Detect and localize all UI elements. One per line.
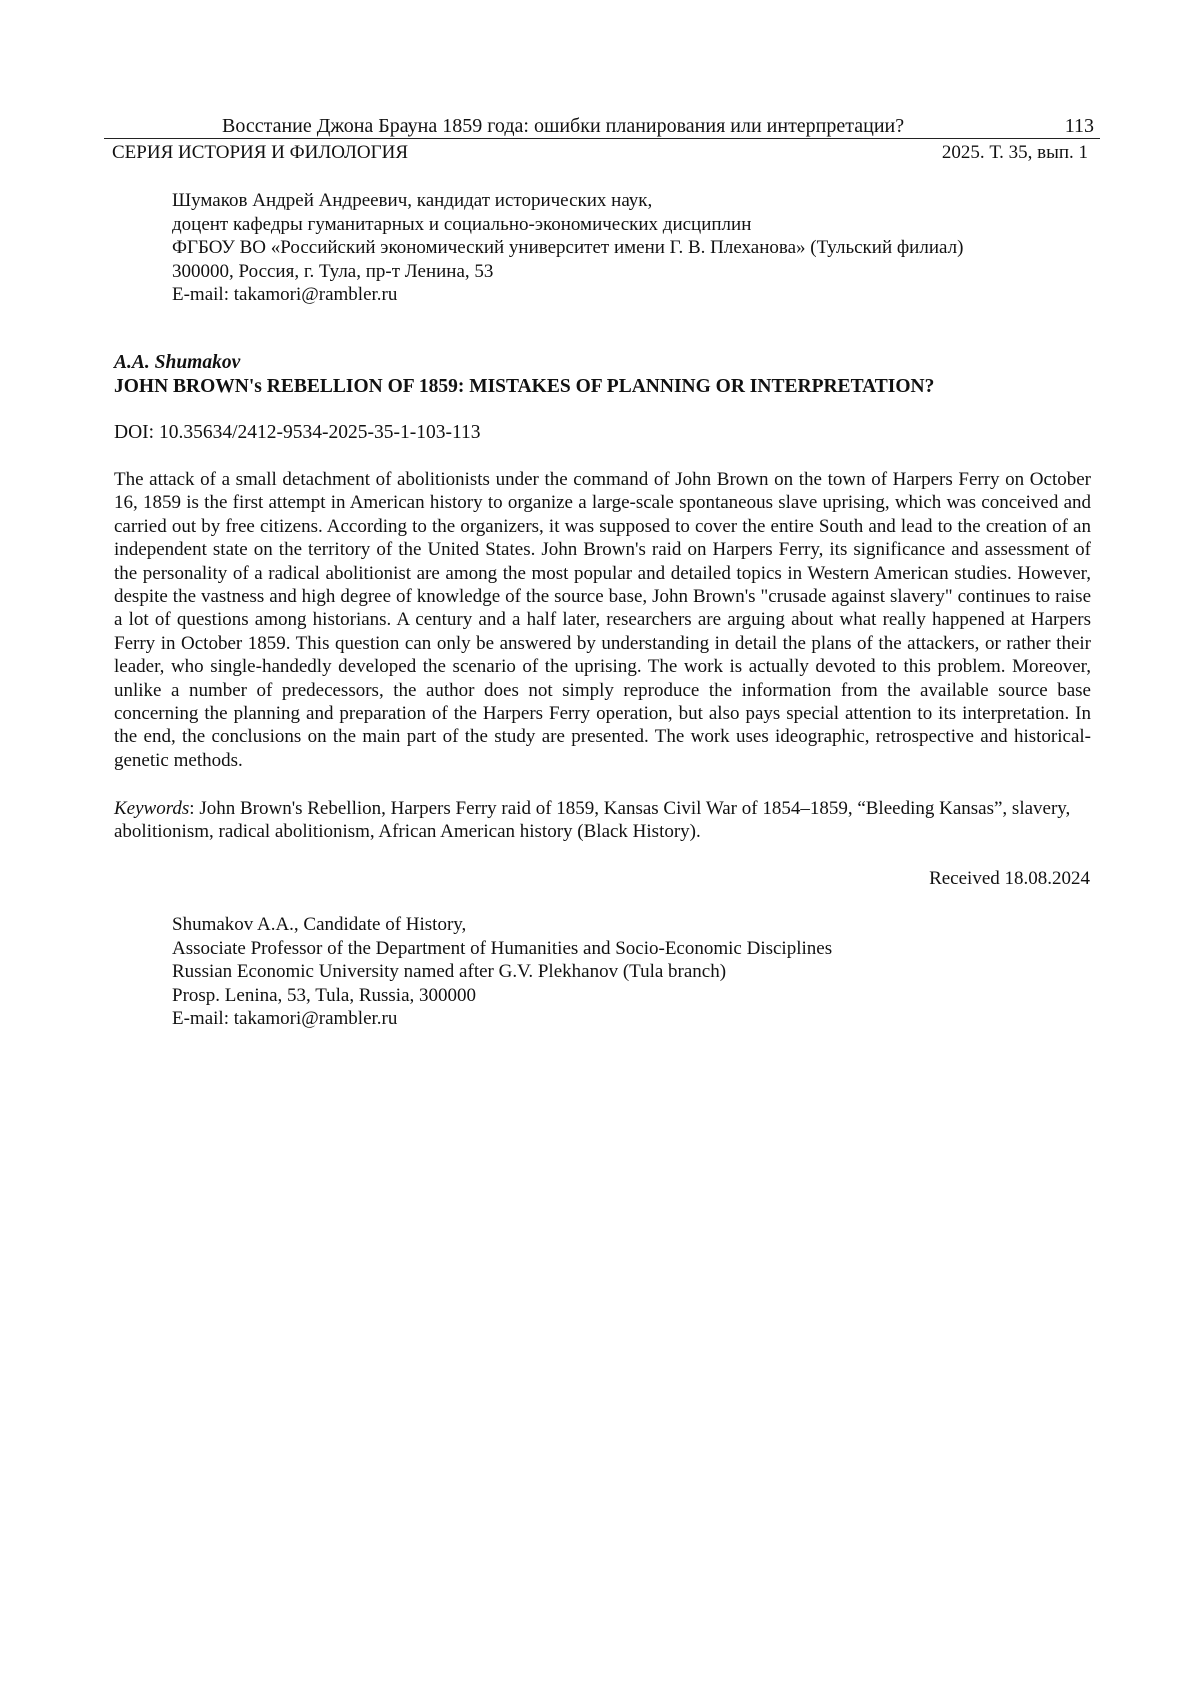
journal-page [0,0,1200,1698]
received-date: Received 18.08.2024 [929,867,1090,891]
keywords-text: : John Brown's Rebellion, Harpers Ferry raid of 1859, Kansas Civil War of 1854–1859, “Bleeding Kansas”, slavery, abolitionism, radical abolitionism, African American history (Black History). [114,798,1070,842]
keywords [114,797,1091,844]
author-en-line: Prosp. Lenina, 53, Tula, Russia, 300000 [172,984,832,1008]
article-author: A.A. Shumakov [114,351,240,375]
issue-info: 2025. Т. 35, вып. 1 [942,141,1088,165]
header-rule [104,138,1100,139]
keywords-label: Keywords [114,798,189,819]
doi: DOI: 10.35634/2412-9534-2025-35-1-103-113 [114,421,480,445]
series-name: СЕРИЯ ИСТОРИЯ И ФИЛОЛОГИЯ [112,141,408,165]
author-ru-line: 300000, Россия, г. Тула, пр-т Ленина, 53 [172,260,963,284]
author-en-line: Russian Economic University named after G.V. Plekhanov (Tula branch) [172,960,832,984]
author-affiliation-ru [172,189,963,307]
author-ru-email: E-mail: takamori@rambler.ru [172,283,963,307]
author-en-line: Shumakov A.A., Candidate of History, [172,913,832,937]
abstract: The attack of a small detachment of abolitionists under the command of John Brown on the town of Harpers Ferry on October 16, 1859 is the first attempt in American history to organize a large-scale spontaneous slave uprising, which was conceived and carried out by free citizens. According to the organizers, it was supposed to cover the entire South and lead to the creation of an independent state on the territory of the United States. John Brown's raid on Harpers Fer­ry, its significance and assessment of the personality of a radical abolitionist are among the most popular and detailed topics in Western American studies. However, despite the vastness and high degree of knowledge of the source base, John Brown's "crusade against slavery" continues to raise a lot of questions among historians. A century and a half later, researchers are arguing about what really happened at Harpers Ferry in October 1859. This question can only be an­swered by understanding in detail the plans of the attackers, or rather their leader, who single-handedly developed the scenario of the uprising. The work is actually devoted to this problem. Moreover, unlike a number of predecessors, the author does not simply reproduce the information from the available source base concerning the planning and prepara­tion of the Harpers Ferry operation, but also pays special attention to its interpretation. In the end, the conclusions on the main part of the study are presented. The work uses ideographic, retrospective and historical-genetic methods. [114,468,1091,772]
article-title: JOHN BROWN's REBELLION OF 1859: MISTAKES OF PLANNING OR INTERPRETATION? [114,375,934,399]
running-title: Восстание Джона Брауна 1859 года: ошибки планирования или интерпретации? [222,114,904,138]
author-affiliation-en [172,913,832,1031]
author-ru-line: Шумаков Андрей Андреевич, кандидат исторических наук, [172,189,963,213]
author-en-line: Associate Professor of the Department of Humanities and Socio-Economic Disciplines [172,937,832,961]
author-ru-line: доцент кафедры гуманитарных и социально-экономических дисциплин [172,213,963,237]
author-ru-line: ФГБОУ ВО «Российский экономический университет имени Г. В. Плеханова» (Тульский филиал) [172,236,963,260]
author-en-email: E-mail: takamori@rambler.ru [172,1007,832,1031]
page-number: 113 [1065,114,1094,138]
